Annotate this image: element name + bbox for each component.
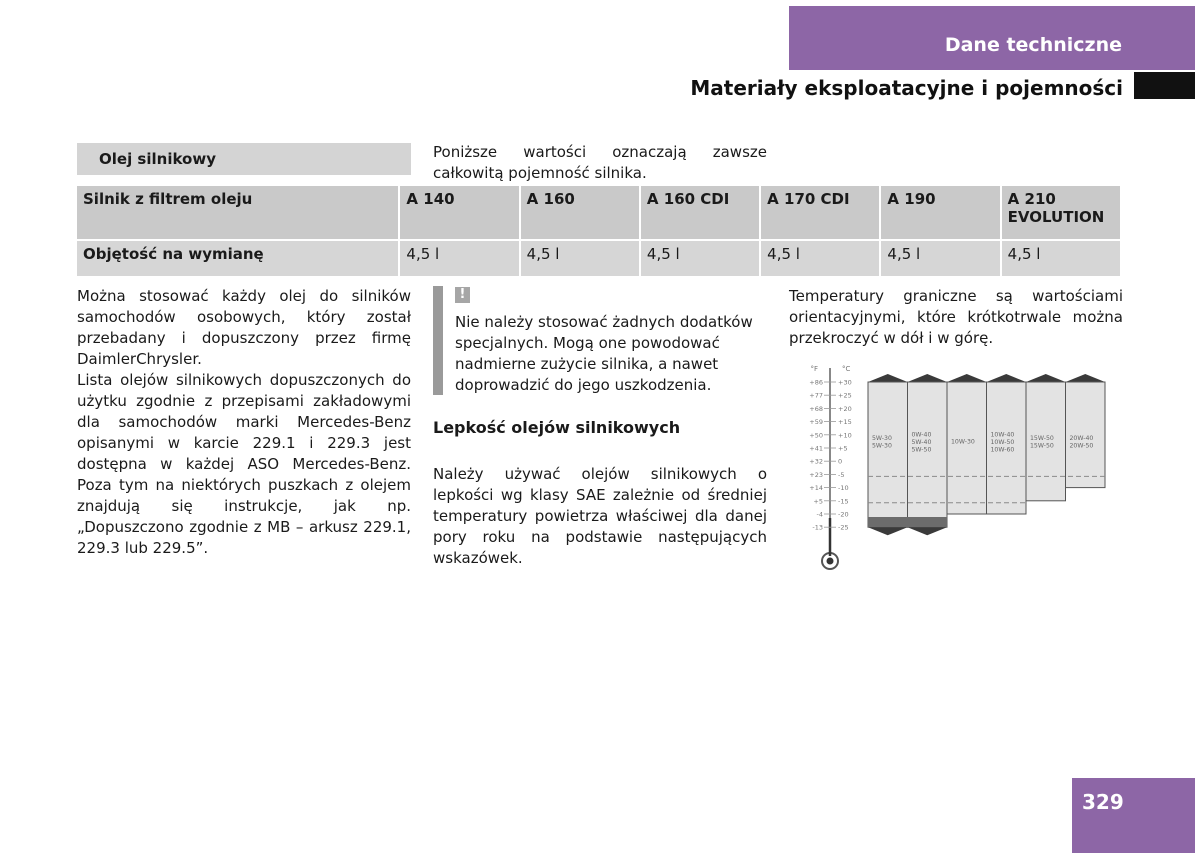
scale-c-label: -10 — [838, 484, 849, 493]
table-header-cell: A 170 CDI — [761, 186, 879, 239]
scale-f-label: +5 — [813, 497, 823, 506]
page-number: 329 — [1082, 790, 1124, 814]
grade-label: 20W-40 — [1069, 435, 1094, 442]
page-title: Materiały eksploatacyjne i pojemności — [690, 76, 1123, 100]
table-header-cell: A 190 — [881, 186, 999, 239]
grade-top-arrow — [868, 374, 908, 382]
unit-c-label: °C — [842, 365, 851, 373]
grade-label: 5W-30 — [872, 442, 892, 450]
grade-column — [868, 382, 908, 527]
scale-f-label: +32 — [809, 457, 823, 466]
scale-f-label: +23 — [809, 470, 823, 479]
table-header-cell: A 140 — [400, 186, 518, 239]
scale-c-label: 0 — [838, 457, 843, 466]
grade-label: 0W-40 — [911, 431, 932, 439]
oil-approval-text — [77, 286, 411, 559]
viscosity-chart — [796, 360, 1111, 575]
grade-column-low-band — [868, 517, 908, 527]
grade-label: 15W-50 — [1030, 442, 1054, 450]
page-number-box — [1072, 778, 1195, 853]
grade-top-arrow — [908, 374, 948, 382]
table-row-label: Objętość na wymianę — [77, 241, 398, 276]
grade-top-arrow — [1026, 374, 1066, 382]
scale-f-label: +41 — [809, 444, 823, 453]
grade-top-arrow — [947, 374, 987, 382]
scale-f-label: -4 — [816, 510, 823, 519]
table-cell: 4,5 l — [881, 241, 999, 276]
scale-c-label: +15 — [838, 418, 852, 427]
paragraph: Lista olejów silnikowych dopuszczonych do użytku zgodnie z przepisami zakładowymi dla samochodów marki Mercedes-Benz opisanymi w karcie 229.1 i 229.3 jest dostępna w każdej ASO Mercedes-Benz. Poza tym na niektórych puszkach z olejem znajdują się instrukcje, jak np. „Dopuszczono zgodnie z MB – arkusz 229.1, 229.3 lub 229.5”. — [77, 371, 411, 557]
scale-f-label: +50 — [809, 431, 823, 440]
paragraph: Można stosować każdy olej do silników samochodów osobowych, który został przebadany i dopuszczony przez firmę DaimlerChrysler. — [77, 287, 411, 368]
table-row — [77, 241, 1120, 276]
scale-f-label: +59 — [809, 418, 823, 427]
grade-label: 15W-50 — [1030, 435, 1054, 442]
grade-column — [908, 382, 948, 527]
scale-c-label: -25 — [838, 523, 849, 532]
table-header-row — [77, 186, 1120, 239]
grade-column — [947, 382, 987, 514]
scale-c-label: +20 — [838, 404, 852, 413]
grade-label: 10W-60 — [990, 446, 1015, 454]
grade-label: 10W-30 — [951, 438, 975, 446]
unit-f-label: °F — [810, 365, 818, 373]
temperature-text: Temperatury graniczne są wartościami orientacyjnymi, które krótkotrwale można przekroczyć w dół i w górę. — [789, 287, 1123, 347]
table-header-cell: A 210 EVOLUTION — [1002, 186, 1120, 239]
intro-text: Poniższe wartości oznaczają zawsze całkowitą pojemność silnika. — [433, 143, 767, 182]
section-tab — [789, 6, 1195, 70]
table-cell: 4,5 l — [521, 241, 639, 276]
scale-f-label: +68 — [809, 404, 823, 413]
warning-bar — [433, 286, 443, 395]
table-cell: 4,5 l — [641, 241, 759, 276]
scale-f-label: -13 — [812, 523, 823, 532]
viscosity-heading: Lepkość olejów silnikowych — [433, 418, 681, 437]
scale-c-label: +5 — [838, 444, 848, 453]
scale-c-label: +25 — [838, 391, 852, 400]
grade-label: 20W-50 — [1069, 442, 1094, 450]
table-header-cell: A 160 — [521, 186, 639, 239]
scale-c-label: +30 — [838, 378, 852, 387]
scale-f-label: +14 — [809, 484, 823, 493]
grade-label: 5W-40 — [911, 439, 932, 446]
grade-label: 5W-50 — [911, 446, 932, 454]
grade-top-arrow — [1066, 374, 1106, 382]
table-header-cell: Silnik z filtrem oleju — [77, 186, 398, 239]
oil-section-label — [77, 143, 411, 175]
warning-icon: ! — [455, 287, 470, 303]
thermometer-bulb-core — [827, 558, 834, 565]
grade-label: 10W-40 — [990, 431, 1015, 439]
scale-f-label: +86 — [809, 378, 823, 387]
table-cell: 4,5 l — [761, 241, 879, 276]
scale-c-label: -5 — [838, 470, 845, 479]
table-cell: 4,5 l — [1002, 241, 1120, 276]
grade-column-low-band — [908, 517, 948, 527]
scale-f-label: +77 — [809, 391, 823, 400]
grade-bottom-arrow — [868, 527, 908, 535]
section-title: Dane techniczne — [944, 34, 1122, 56]
table-cell: 4,5 l — [400, 241, 518, 276]
scale-c-label: -20 — [838, 510, 849, 519]
grade-label: 5W-30 — [872, 435, 892, 442]
grade-top-arrow — [987, 374, 1027, 382]
scale-c-label: -15 — [838, 497, 849, 506]
table-header-cell: A 160 CDI — [641, 186, 759, 239]
grade-bottom-arrow — [908, 527, 948, 535]
title-marker-bar — [1134, 72, 1195, 99]
oil-section-label-text: Olej silnikowy — [99, 150, 216, 168]
capacity-table — [75, 186, 1122, 276]
warning-text: Nie należy stosować żadnych dodatków specjalnych. Mogą one powodować nadmierne zużycie silnika, a nawet doprowadzić do jego uszkodzenia. — [455, 313, 753, 394]
grade-label: 10W-50 — [990, 439, 1015, 446]
viscosity-text: Należy używać olejów silnikowych o lepkości wg klasy SAE zależnie od średniej temperatury powietrza właściwej dla danej pory roku na podstawie następujących wskazówek. — [433, 465, 767, 567]
scale-c-label: +10 — [838, 431, 852, 440]
